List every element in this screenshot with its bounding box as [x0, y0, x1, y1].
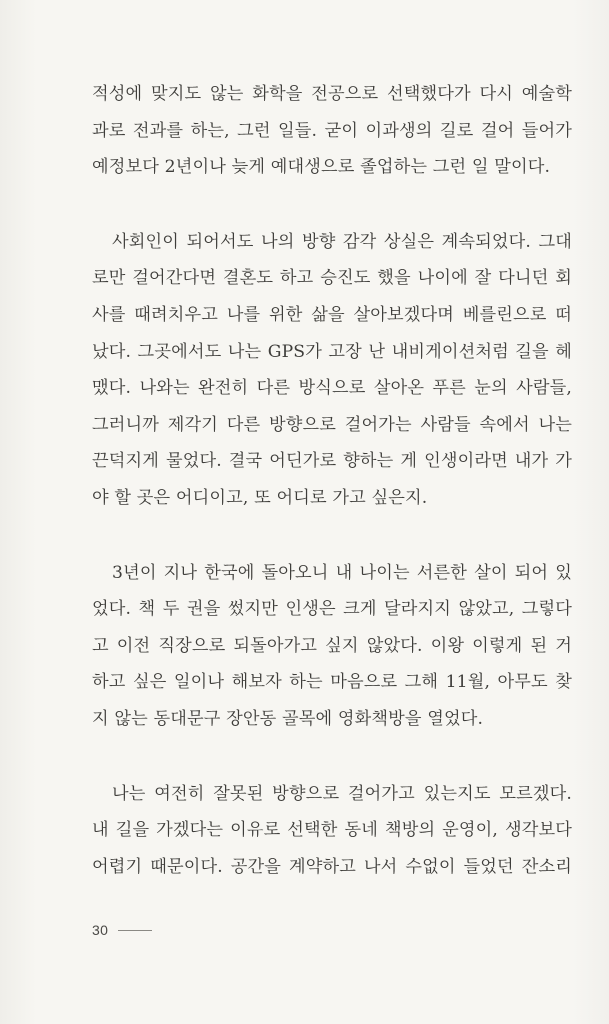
text-line: 과로 전과를 하는, 그런 일들. 굳이 이과생의 길로 걸어 들어가 [92, 120, 572, 141]
text-line: 끈덕지게 물었다. 결국 어딘가로 향하는 게 인생이라면 내가 가 [92, 451, 572, 472]
paragraph-3 [92, 555, 572, 738]
footer-divider [118, 930, 152, 931]
paragraph-1 [92, 76, 572, 186]
text-line: 3년이 지나 한국에 돌아오니 내 나이는 서른한 살이 되어 있 [112, 562, 572, 583]
text-line: 지 않는 동대문구 장안동 골목에 영화책방을 열었다. [92, 708, 484, 729]
text-line: 야 할 곳은 어디이고, 또 어디로 가고 싶은지. [92, 487, 428, 508]
text-line: 그러니까 제각기 다른 방향으로 걸어가는 사람들 속에서 나는 [92, 414, 572, 435]
body-text [92, 76, 572, 923]
paragraph-4 [92, 776, 572, 886]
text-line: 하고 싶은 일이나 해보자 하는 마음으로 그해 11월, 아무도 찾 [92, 672, 572, 693]
page-footer [92, 922, 152, 938]
text-line: 났다. 그곳에서도 나는 GPS가 고장 난 내비게이션처럼 길을 헤 [92, 341, 572, 362]
text-line: 내 길을 가겠다는 이유로 선택한 동네 책방의 운영이, 생각보다 [92, 820, 572, 841]
paragraph-2 [92, 224, 572, 517]
text-line: 예정보다 2년이나 늦게 예대생으로 졸업하는 그런 일 말이다. [92, 157, 551, 178]
text-line: 나는 여전히 잘못된 방향으로 걸어가고 있는지도 모르겠다. [112, 783, 572, 804]
text-line: 사회인이 되어서도 나의 방향 감각 상실은 계속되었다. 그대 [112, 231, 572, 252]
text-line: 로만 걸어간다면 결혼도 하고 승진도 했을 나이에 잘 다니던 회 [92, 268, 572, 289]
text-line: 고 이전 직장으로 되돌아가고 싶지 않았다. 이왕 이렇게 된 거 [92, 635, 572, 656]
text-line: 맸다. 나와는 완전히 다른 방식으로 살아온 푸른 눈의 사람들, [92, 378, 572, 399]
text-line: 적성에 맞지도 않는 화학을 전공으로 선택했다가 다시 예술학 [92, 84, 572, 104]
text-line: 사를 때려치우고 나를 위한 삶을 살아보겠다며 베를린으로 떠 [92, 304, 572, 325]
text-line: 었다. 책 두 권을 썼지만 인생은 크게 달라지지 않았고, 그렇다 [92, 599, 572, 620]
page-number: 30 [92, 922, 109, 938]
text-line: 어렵기 때문이다. 공간을 계약하고 나서 수없이 들었던 잔소리 [92, 856, 572, 877]
